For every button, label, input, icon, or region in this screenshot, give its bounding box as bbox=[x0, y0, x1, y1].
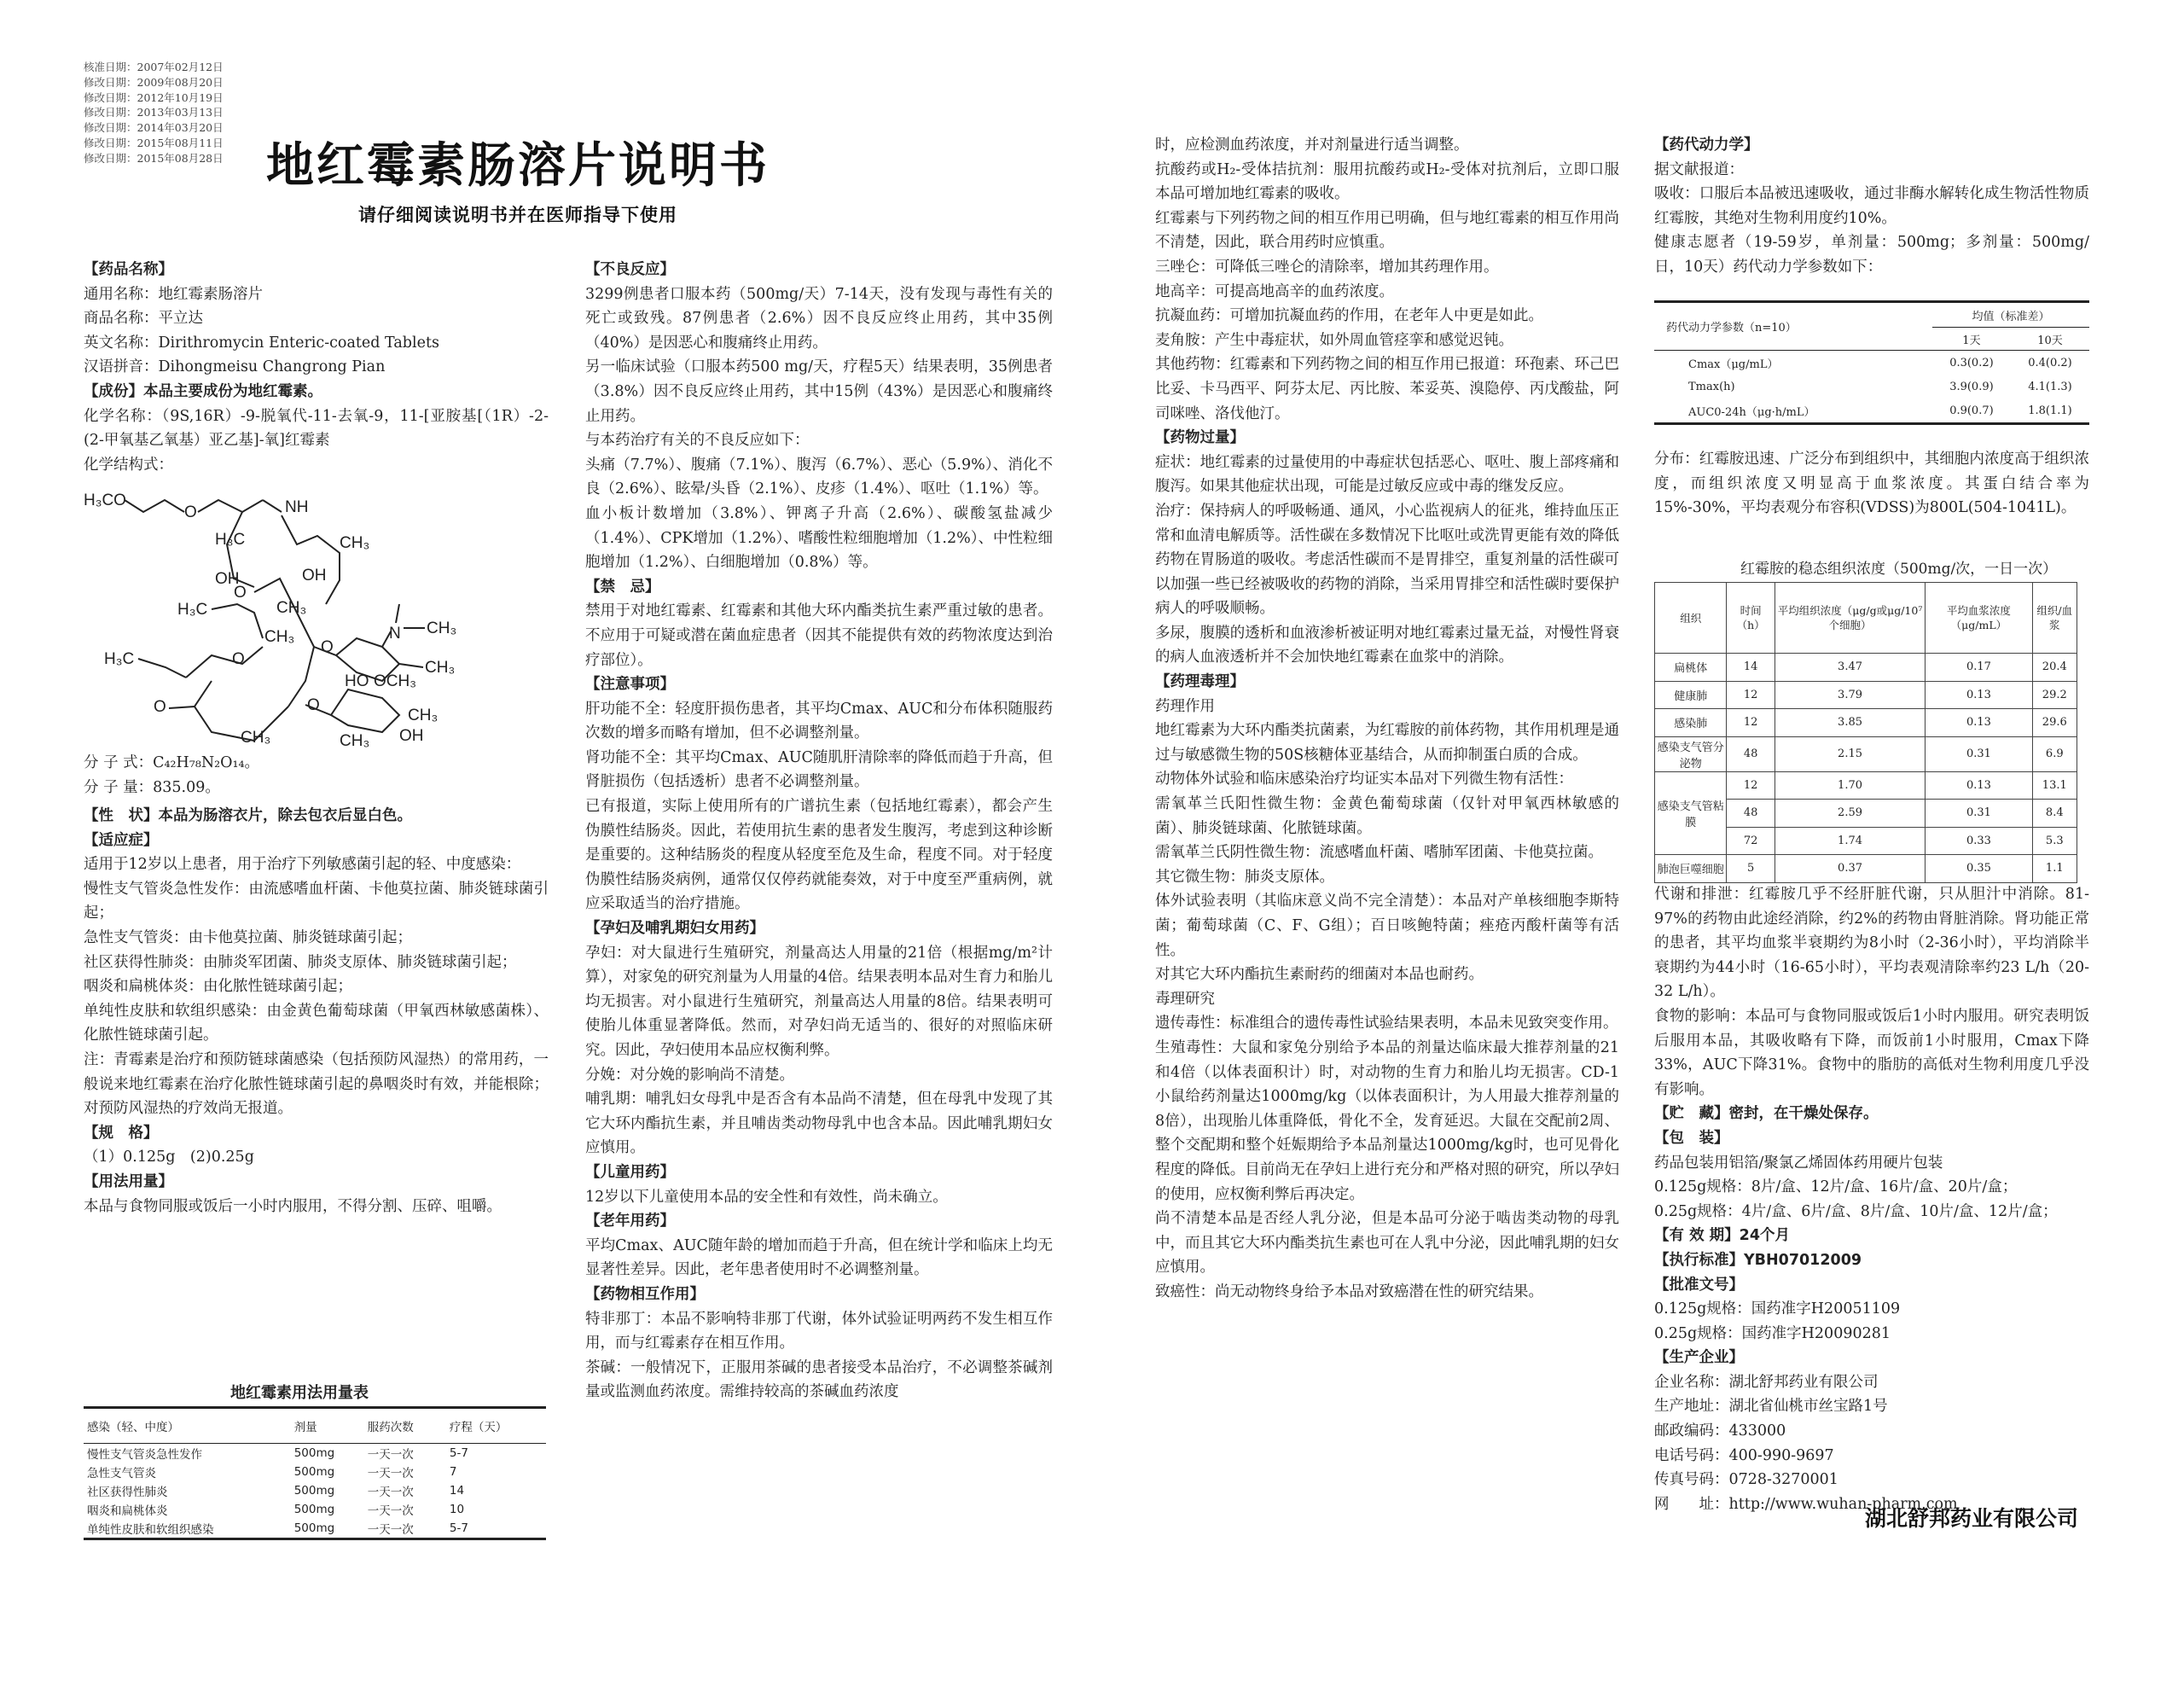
tissue-table-cell: 5 bbox=[1727, 855, 1774, 883]
table-row bbox=[1655, 855, 2077, 883]
tissue-table-cell: 0.37 bbox=[1774, 855, 1926, 883]
document-subtitle: 请仔细阅读说明书并在医师指导下使用 bbox=[358, 205, 677, 225]
tissue-table-cell: 0.13 bbox=[1926, 709, 2032, 737]
svg-text:OCH₃: OCH₃ bbox=[374, 672, 416, 690]
section-heading: 【药品名称】 bbox=[84, 261, 173, 278]
svg-text:CH₃: CH₃ bbox=[425, 659, 456, 677]
dose-table-cell: 单纯性皮肤和软组织感染 bbox=[84, 1519, 291, 1539]
tissue-table-cell: 29.6 bbox=[2032, 709, 2077, 737]
svg-text:OH: OH bbox=[302, 567, 327, 585]
tissue-table-cell: 3.85 bbox=[1774, 709, 1926, 737]
paragraph: 汉语拼音：Dihongmeisu Changrong Pian bbox=[84, 358, 386, 376]
table-row bbox=[1654, 351, 2089, 375]
paragraph: 代谢和排泄：红霉胺几乎不经肝脏代谢，只从胆汁中消除。81-97%的药物由此途经消除，约2%的药物由肾脏消除。肾功能正常的患者，其平均血浆半衰期约为8小时（2-36小时），平均消除半衰期约为44小时（16-65小时），平均表观清除率约23 L/h（20-32 L/h）。 bbox=[1654, 886, 2089, 1001]
tissue-table-cell: 2.15 bbox=[1774, 736, 1926, 771]
paragraph: 抗酸药或H₂-受体拮抗剂：服用抗酸药或H₂-受体对抗剂后，立即口服本品可增加地红霉素的吸收。 bbox=[1155, 160, 1619, 203]
table-row bbox=[84, 1481, 546, 1500]
revision-date: 核准日期：2007年02月12日 bbox=[84, 61, 224, 73]
tissue-table-cell: 0.13 bbox=[1926, 681, 2032, 709]
paragraph: 对其它大环内酯抗生素耐药的细菌对本品也耐药。 bbox=[1155, 966, 1484, 984]
tissue-table-cell: 1.74 bbox=[1774, 827, 1926, 855]
tissue-table-cell: 3.79 bbox=[1774, 681, 1926, 709]
paragraph: 孕妇：对大鼠进行生殖研究，剂量高达人用量的21倍（根据mg/m²计算），对家兔的研究剂量为人用量的4倍。结果表明本品对生育力和胎儿均无损害。对小鼠进行生殖研究，剂量高达人用量的8倍。结果表明可使胎儿体重显著降低。然而，对孕妇尚无适当的、很好的对照临床研究。因此，孕妇使用本品应权衡利弊。 bbox=[585, 944, 1053, 1059]
pharmacokinetic-table bbox=[1654, 300, 2089, 425]
paragraph: 药理作用 bbox=[1155, 697, 1215, 715]
tissue-table-cell: 12 bbox=[1727, 681, 1774, 709]
revision-date: 修改日期：2013年03月13日 bbox=[84, 106, 224, 119]
paragraph: 地红霉素为大环内酯类抗菌素，为红霉胺的前体药物，其作用机理是通过与敏感微生物的50S核糖体亚基结合，从而抑制蛋白质的合成。 bbox=[1155, 722, 1619, 764]
column-3 bbox=[1155, 133, 1619, 1305]
paragraph: 禁用于对地红霉素、红霉素和其他大环内酯类抗生素严重过敏的患者。不应用于可疑或潜在菌血症患者（因其不能提供有效的药物浓度达到治疗部位）。 bbox=[585, 602, 1053, 669]
tissue-concentration-table bbox=[1654, 582, 2077, 883]
paragraph: 0.25g规格：4片/盒、6片/盒、8片/盒、10片/盒、12片/盒； bbox=[1654, 1202, 2058, 1220]
tissue-table-header: 组织/血浆 bbox=[2032, 583, 2077, 654]
paragraph: 慢性支气管炎急性发作：由流感嗜血杆菌、卡他莫拉菌、肺炎链球菌引起； bbox=[84, 880, 549, 922]
formula-line: 分 子 式：C₄₂H₇₈N₂O₁₄。 bbox=[84, 754, 260, 771]
tissue-table-header: 组织 bbox=[1655, 583, 1727, 654]
dose-table-cell: 一天一次 bbox=[364, 1519, 446, 1539]
table-row bbox=[84, 1519, 546, 1539]
svg-text:OH: OH bbox=[215, 570, 240, 588]
tissue-table-cell: 感染肺 bbox=[1655, 709, 1727, 737]
tissue-table-cell: 0.13 bbox=[1926, 771, 2032, 800]
pk-table-cell: 1.8(1.1) bbox=[2011, 398, 2089, 424]
section-heading: 【老年用药】 bbox=[585, 1213, 675, 1230]
paragraph: 平均Cmax、AUC随年龄的增加而趋于升高，但在统计学和临床上均无显著性差异。因此，老年患者使用时不必调整剂量。 bbox=[585, 1236, 1053, 1279]
svg-text:O: O bbox=[321, 638, 334, 656]
paragraph: 治疗：保持病人的呼吸畅通、通风，小心监视病人的征兆，维持血压正常和血清电解质等。活性碳在多数情况下比呕吐或洗胃更能有效的降低药物在胃肠道的吸收。考虑活性碳而不是胃排空，重复剂量的活性碳可以加强一些已经被吸收的药物的消除，当采用胃排空和活性碳时要保护病人的呼吸顺畅。 bbox=[1155, 502, 1619, 618]
section-heading: 【批准文号】 bbox=[1654, 1276, 1744, 1294]
revision-date: 修改日期：2014年03月20日 bbox=[84, 121, 224, 135]
pk-table-cell: Tmax(h) bbox=[1688, 380, 1735, 393]
section-heading: 【注意事项】 bbox=[585, 676, 675, 694]
paragraph: 红霉素与下列药物之间的相互作用已明确，但与地红霉素的相互作用尚不清楚，因此，联合用药时应慎重。 bbox=[1155, 209, 1619, 252]
column-1-body bbox=[84, 804, 549, 1219]
section-heading: 【生产企业】 bbox=[1654, 1349, 1744, 1367]
svg-text:CH₃: CH₃ bbox=[340, 534, 370, 552]
paragraph: 遗传毒性：标准组合的遗传毒性试验结果表明，本品未见致突变作用。 bbox=[1155, 1015, 1618, 1032]
pk-param-header: 药代动力学参数（n=10） bbox=[1654, 302, 1932, 351]
tissue-table-title: 红霉胺的稳态组织浓度（500mg/次，一日一次） bbox=[1740, 561, 2058, 578]
tissue-table-cell: 14 bbox=[1727, 654, 1774, 682]
paragraph: 本品与食物同服或饭后一小时内服用，不得分割、压碎、咀嚼。 bbox=[84, 1197, 502, 1215]
section-heading: 【儿童用药】 bbox=[585, 1163, 675, 1181]
paragraph: 商品名称：平立达 bbox=[84, 310, 203, 328]
section-heading: 【禁 忌】 bbox=[585, 578, 660, 596]
dose-table-header: 疗程（天） bbox=[446, 1408, 546, 1444]
section-heading: 【药物相互作用】 bbox=[585, 1285, 705, 1303]
tissue-table-cell: 0.35 bbox=[1926, 855, 2032, 883]
svg-text:NH: NH bbox=[285, 498, 309, 516]
paragraph: 0.125g规格：国药准字H20051109 bbox=[1654, 1300, 1901, 1318]
dose-table-header: 服药次数 bbox=[364, 1408, 446, 1444]
svg-text:H₃C: H₃C bbox=[215, 531, 246, 549]
paragraph: 特非那丁：本品不影响特非那丁代谢，体外试验证明两药不发生相互作用，而与红霉素存在相互作用。 bbox=[585, 1310, 1053, 1352]
tissue-table-cell: 2.59 bbox=[1774, 800, 1926, 828]
pk-table-cell: 0.9(0.7) bbox=[1932, 398, 2011, 424]
dose-table-cell: 500mg bbox=[291, 1519, 364, 1539]
paragraph: 分布：红霉胺迅速、广泛分布到组织中，其细胞内浓度高于组织浓度，而组织浓度又明显高于血浆浓度。其蛋白结合率为15%-30%，平均表观分布容积(VDSS)为800L(504-1041L)。 bbox=[1654, 451, 2089, 517]
tissue-table-cell: 健康肺 bbox=[1655, 681, 1727, 709]
svg-text:OH: OH bbox=[399, 727, 424, 745]
table-row bbox=[1655, 654, 2077, 682]
paragraph: 地高辛：可提高地高辛的血药浓度。 bbox=[1155, 282, 1394, 300]
tissue-table-cell: 肺泡巨噬细胞 bbox=[1655, 855, 1727, 883]
svg-text:N: N bbox=[389, 625, 401, 643]
paragraph: 已有报道，实际上使用所有的广谱抗生素（包括地红霉素），都会产生伪膜性结肠炎。因此，若使用抗生素的患者发生腹泻，考虑到这种诊断是重要的。这种结肠炎的程度从轻度至危及生命，程度不同。对于轻度伪膜性结肠炎病例，通常仅仅停药就能奏效，对于中度至严重病例，就应采取适当的治疗措施。 bbox=[585, 798, 1053, 913]
pk-table-cell: 0.4(0.2) bbox=[2028, 356, 2072, 369]
dose-table-cell: 14 bbox=[449, 1484, 465, 1498]
dose-table-cell: 急性支气管炎 bbox=[87, 1467, 156, 1480]
tissue-table-cell: 12 bbox=[1727, 709, 1774, 737]
column-4-distribution bbox=[1654, 447, 2089, 521]
pk-table-cell: AUC0-24h（μg·h/mL） bbox=[1654, 398, 1932, 424]
revision-dates bbox=[84, 60, 224, 166]
section-heading: 【贮 藏】密封，在干燥处保存。 bbox=[1654, 1105, 1879, 1123]
paragraph: 单纯性皮肤和软组织感染：由金黄色葡萄球菌（甲氧西林敏感菌株）、化脓性链球菌引起。 bbox=[84, 1002, 549, 1044]
tissue-table-cell: 48 bbox=[1727, 800, 1774, 828]
paragraph: 其它微生物：肺炎支原体。 bbox=[1155, 868, 1334, 886]
dose-table-header: 剂量 bbox=[291, 1408, 364, 1444]
svg-text:O: O bbox=[232, 650, 245, 668]
paragraph: 茶碱：一般情况下，正服用茶碱的患者接受本品治疗，不必调整茶碱剂量或监测血药浓度。需维持较高的茶碱血药浓度 bbox=[585, 1358, 1053, 1401]
pk-group-header: 均值（标准差） bbox=[1932, 302, 2089, 328]
column-4-bottom bbox=[1654, 882, 2089, 1516]
paragraph: 头痛（7.7%）、腹痛（7.1%）、腹泻（6.7%）、恶心（5.9%）、消化不良（2.6%）、眩晕/头昏（2.1%）、皮疹（1.4%）、呕吐（1.1%）等。 bbox=[585, 456, 1053, 498]
paragraph: 致癌性：尚无动物终身给予本品对致癌潜在性的研究结果。 bbox=[1155, 1283, 1543, 1300]
section-heading: 【用法用量】 bbox=[84, 1172, 173, 1190]
paragraph: 注：青霉素是治疗和预防链球菌感染（包括预防风湿热）的常用药，一般说来地红霉素在治疗化脓性链球菌引起的鼻咽炎时有效，并能根除；对预防风湿热的疗效尚无报道。 bbox=[84, 1050, 549, 1118]
table-row bbox=[1654, 375, 2089, 398]
paragraph: 适用于12岁以上患者，用于治疗下列敏感菌引起的轻、中度感染： bbox=[84, 856, 521, 874]
molecular-formula-block bbox=[84, 751, 259, 800]
paragraph: 肝功能不全：轻度肝损伤患者，其平均Cmax、AUC和分布体积随服药次数的增多而略有增加，但不必调整剂量。 bbox=[585, 700, 1053, 742]
tissue-table-cell: 0.31 bbox=[1926, 736, 2032, 771]
svg-text:CH₃: CH₃ bbox=[276, 599, 307, 617]
tissue-table-cell: 72 bbox=[1727, 827, 1774, 855]
paragraph: 毒理研究 bbox=[1155, 990, 1215, 1008]
tissue-table-cell: 12 bbox=[1727, 771, 1774, 800]
dose-table-cell: 500mg bbox=[293, 1503, 335, 1516]
dose-table-cell: 5-7 bbox=[449, 1446, 468, 1460]
section-heading: 【药理毒理】 bbox=[1155, 673, 1245, 691]
revision-date: 修改日期：2015年08月28日 bbox=[84, 151, 224, 165]
dose-table-cell: 一天一次 bbox=[367, 1448, 414, 1462]
tissue-table-cell: 0.31 bbox=[1926, 800, 2032, 828]
tissue-table-header: 平均血浆浓度（μg/mL） bbox=[1926, 583, 2032, 654]
paragraph: 社区获得性肺炎：由肺炎军团菌、肺炎支原体、肺炎链球菌引起； bbox=[84, 953, 517, 971]
paragraph: 0.25g规格：国药准字H20090281 bbox=[1654, 1324, 1891, 1342]
svg-text:CH₃: CH₃ bbox=[427, 619, 457, 637]
paragraph: 需氧革兰氏阴性微生物：流感嗜血杆菌、嗜肺军团菌、卡他莫拉菌。 bbox=[1155, 844, 1603, 862]
paragraph: 通用名称：地红霉素肠溶片 bbox=[84, 285, 263, 303]
pk-day-header: 10天 bbox=[2011, 328, 2089, 351]
dose-table-cell: 社区获得性肺炎 bbox=[87, 1486, 168, 1499]
company-footer: 湖北舒邦药业有限公司 bbox=[1865, 1506, 2079, 1531]
dose-table bbox=[84, 1406, 546, 1540]
tissue-table-cell: 扁桃体 bbox=[1655, 654, 1727, 682]
dose-table-cell: 5-7 bbox=[446, 1519, 546, 1539]
svg-text:CH₃: CH₃ bbox=[408, 707, 439, 724]
svg-text:H₃CO: H₃CO bbox=[84, 492, 126, 509]
tissue-table-cell: 20.4 bbox=[2032, 654, 2077, 682]
section-heading: 【药物过量】 bbox=[1155, 429, 1245, 447]
table-row bbox=[84, 1500, 546, 1519]
column-4-top bbox=[1654, 133, 2089, 280]
svg-text:O: O bbox=[234, 584, 247, 602]
paragraph: 传真号码：0728-3270001 bbox=[1654, 1471, 1838, 1489]
tissue-table-cell: 29.2 bbox=[2032, 681, 2077, 709]
paragraph: 英文名称：Dirithromycin Enteric-coated Tablets bbox=[84, 334, 439, 352]
column-2 bbox=[585, 258, 1053, 1405]
section-heading: 【孕妇及哺乳期妇女用药】 bbox=[585, 920, 764, 938]
section-heading: 【执行标准】YBH07012009 bbox=[1654, 1251, 1862, 1269]
revision-date: 修改日期：2015年08月11日 bbox=[84, 136, 224, 149]
paragraph: 企业名称：湖北舒邦药业有限公司 bbox=[1654, 1373, 1879, 1391]
svg-text:CH₃: CH₃ bbox=[340, 732, 370, 749]
paragraph: 哺乳期：哺乳妇女母乳中是否含有本品尚不清楚，但在母乳中发现了其它大环内酯抗生素，并且哺齿类动物母乳中也含本品。因此哺乳期妇女应慎用。 bbox=[585, 1091, 1053, 1157]
dose-table-cell: 500mg bbox=[293, 1484, 335, 1498]
section-heading: 【有 效 期】24个月 bbox=[1654, 1227, 1791, 1245]
paragraph: 电话号码：400-990-9697 bbox=[1654, 1446, 1834, 1464]
tissue-table-cell: 3.47 bbox=[1774, 654, 1926, 682]
tissue-table-cell: 0.33 bbox=[1926, 827, 2032, 855]
paragraph: 动物体外试验和临床感染治疗均证实本品对下列微生物有活性： bbox=[1155, 771, 1573, 788]
paragraph: 与本药治疗有关的不良反应如下： bbox=[585, 432, 810, 450]
revision-date: 修改日期：2012年10月19日 bbox=[84, 90, 224, 104]
section-heading: 【包 装】 bbox=[1654, 1129, 1729, 1147]
dose-table-cell: 慢性支气管炎急性发作 bbox=[87, 1448, 202, 1462]
pk-day-header: 1天 bbox=[1932, 328, 2011, 351]
section-heading: 【适应症】 bbox=[84, 831, 159, 849]
paragraph: 化学结构式： bbox=[84, 456, 173, 474]
paragraph: 肾功能不全：其平均Cmax、AUC随肌肝清除率的降低而趋于升高，但肾脏损伤（包括透析）患者不必调整剂量。 bbox=[585, 748, 1053, 791]
dose-table-title: 地红霉素用法用量表 bbox=[230, 1384, 369, 1402]
paragraph: 食物的影响：本品可与食物同服或饭后1小时内服用。研究表明饭后服用本品，其吸收略有下降，而饭前1小时服用，Cmax下降33%，AUC下降31%。食物中的脂肪的高低对生物利用度几乎没有影响。 bbox=[1654, 1007, 2089, 1098]
tissue-table-cell: 1.70 bbox=[1774, 771, 1926, 800]
pk-table-cell: Cmax（μg/mL） bbox=[1688, 358, 1779, 371]
paragraph: 吸收：口服后本品被迅速吸收，通过非酶水解转化成生物活性物质红霉胺，其绝对生物利用度约10%。 bbox=[1654, 185, 2089, 227]
pk-table-cell: 0.3(0.2) bbox=[1949, 356, 1994, 369]
pk-table-cell: 4.1(1.3) bbox=[2028, 380, 2072, 393]
paragraph: 生殖毒性：大鼠和家兔分别给予本品的剂量达临床最大推荐剂量的21和4倍（以体表面积计）时，对动物的生育力和胎儿均无损害。CD-1小鼠给药剂量达1000mg/kg（以体表面积计，为人用最大推荐剂量的8倍），出现胎儿体重降低，骨化不全，发育延迟。大鼠在交配前2周、整个交配期和整个妊娠期给予本品剂量达1000mg/kg时，也可见骨化程度的降低。目前尚无在孕妇上进行充分和严格对照的研究，所以孕妇的使用，应权衡利弊后再决定。 bbox=[1155, 1038, 1619, 1203]
paragraph: 12岁以下儿童使用本品的安全性和有效性，尚未确立。 bbox=[585, 1188, 948, 1206]
paragraph: 尚不清楚本品是否经人乳分泌，但是本品可分泌于啮齿类动物的母乳中，而且其它大环内酯类抗生素也可在人乳中分泌，因此哺乳期的妇女应慎用。 bbox=[1155, 1210, 1619, 1277]
tissue-table-cell: 6.9 bbox=[2032, 736, 2077, 771]
table-row bbox=[1655, 709, 2077, 737]
tissue-table-cell: 5.3 bbox=[2032, 827, 2077, 855]
dose-table-cell: 一天一次 bbox=[367, 1504, 414, 1518]
dose-table-cell: 500mg bbox=[293, 1446, 335, 1460]
paragraph: 化学名称：（9S,16R）-9-脱氧代-11-去氧-9，11-[亚胺基[（1R）-2-(2-甲氧基乙氧基）亚乙基]-氧]红霉素 bbox=[84, 407, 549, 450]
paragraph: 另一临床试验（口服本药500 mg/天，疗程5天）结果表明，35例患者（3.8%）因不良反应终止用药，其中15例（43%）是因恶心和腹痛终止用药。 bbox=[585, 358, 1053, 425]
paragraph: 麦角胺：产生中毒症状，如外周血管痉挛和感觉迟钝。 bbox=[1155, 331, 1513, 349]
revision-date: 修改日期：2009年08月20日 bbox=[84, 75, 224, 89]
tissue-table-cell: 0.17 bbox=[1926, 654, 2032, 682]
paragraph: 网 址：http://www.wuhan-pharm.com bbox=[1654, 1495, 1958, 1513]
paragraph: 急性支气管炎：由卡他莫拉菌、肺炎链球菌引起； bbox=[84, 928, 412, 946]
paragraph: 血小板计数增加（3.8%）、钾离子升高（2.6%）、碳酸氢盐减少（1.4%）、CPK增加（1.2%）、嗜酸性粒细胞增加（1.2%）、中性粒细胞增加（1.2%）、白细胞增加（0.8%）等。 bbox=[585, 504, 1053, 572]
svg-text:O: O bbox=[307, 696, 320, 714]
tissue-table-cell: 1.1 bbox=[2032, 855, 2077, 883]
tissue-table-cell: 感染支气管粘膜 bbox=[1655, 771, 1727, 855]
paragraph: 药品包装用铝箔/聚氯乙烯固体药用硬片包装 bbox=[1654, 1154, 1943, 1172]
svg-text:O: O bbox=[154, 698, 166, 716]
section-heading: 【性 状】本品为肠溶衣片，除去包衣后显白色。 bbox=[84, 807, 412, 824]
paragraph: 症状：地红霉素的过量使用的中毒症状包括恶心、呕吐、腹上部疼痛和腹泻。如果其他症状出现，可能是过敏反应或中毒的继发反应。 bbox=[1155, 453, 1619, 496]
paragraph: 咽炎和扁桃体炎：由化脓性链球菌引起； bbox=[84, 978, 352, 996]
dose-table-cell: 500mg bbox=[293, 1465, 335, 1479]
chemical-structure-diagram bbox=[84, 485, 544, 749]
pk-table-cell: 3.9(0.9) bbox=[1949, 380, 1994, 393]
svg-text:CH₃: CH₃ bbox=[264, 628, 295, 646]
paragraph: 其他药物：红霉素和下列药物之间的相互作用已报道：环孢素、环己巴比妥、卡马西平、阿芬太尼、丙比胺、苯妥英、溴隐停、丙戊酸盐，阿司咪唑、洛伐他汀。 bbox=[1155, 356, 1619, 422]
dose-table-header: 感染（轻、中度） bbox=[84, 1408, 291, 1444]
table-row bbox=[84, 1463, 546, 1481]
section-heading: 【规 格】 bbox=[84, 1124, 159, 1142]
paragraph: 三唑仑：可降低三唑仑的清除率，增加其药理作用。 bbox=[1155, 258, 1499, 276]
dose-table-cell: 10 bbox=[449, 1503, 465, 1516]
paragraph: 抗凝血药：可增加抗凝血药的作用，在老年人中更是如此。 bbox=[1155, 307, 1543, 325]
paragraph: 0.125g规格：8片/盒、12片/盒、16片/盒、20片/盒； bbox=[1654, 1178, 2018, 1196]
table-row bbox=[1654, 398, 2089, 424]
section-heading: 【药代动力学】 bbox=[1654, 137, 1759, 154]
column-1-top bbox=[84, 258, 549, 477]
svg-text:HO: HO bbox=[345, 672, 369, 690]
svg-text:H₃C: H₃C bbox=[104, 650, 135, 668]
section-heading: 【成份】本品主要成份为地红霉素。 bbox=[84, 382, 322, 400]
svg-text:CH₃: CH₃ bbox=[241, 729, 271, 747]
paragraph: 体外试验表明（其临床意义尚不完全清楚）：本品对产单核细胞李斯特菌；葡萄球菌（C、F、G组）；百日咳鲍特菌；痤疮丙酸杆菌等有活性。 bbox=[1155, 893, 1619, 959]
table-row bbox=[1655, 681, 2077, 709]
paragraph: 需氧革兰氏阳性微生物：金黄色葡萄球菌（仅针对甲氧西林敏感的菌）、肺炎链球菌、化脓链球菌。 bbox=[1155, 795, 1619, 837]
tissue-table-header: 时间（h） bbox=[1727, 583, 1774, 654]
formula-line: 分 子 量：835.09。 bbox=[84, 778, 220, 796]
paragraph: 多尿，腹膜的透析和血液渗析被证明对地红霉素过量无益，对慢性肾衰的病人血液透析并不会加快地红霉素在血浆中的消除。 bbox=[1155, 624, 1619, 666]
dose-table-cell: 一天一次 bbox=[367, 1467, 414, 1480]
paragraph: 分娩：对分娩的影响尚不清楚。 bbox=[585, 1066, 794, 1084]
dose-table-cell: 7 bbox=[449, 1465, 457, 1479]
paragraph: 3299例患者口服本药（500mg/天）7-14天，没有发现与毒性有关的死亡或致残。87例患者（2.6%）因不良反应终止用药，其中35例（40%）是因恶心和腹痛终止用药。 bbox=[585, 285, 1053, 352]
dose-table-cell: 一天一次 bbox=[367, 1486, 414, 1499]
table-row bbox=[84, 1444, 546, 1463]
dose-table-cell: 咽炎和扁桃体炎 bbox=[87, 1504, 168, 1518]
tissue-table-header: 平均组织浓度（μg/g或μg/10⁷个细胞） bbox=[1774, 583, 1926, 654]
section-heading: 【不良反应】 bbox=[585, 261, 675, 278]
paragraph: 健康志愿者（19-59岁，单剂量：500mg；多剂量：500mg/日，10天）药代动力学参数如下： bbox=[1654, 234, 2089, 276]
paragraph: 时，应检测血药浓度，并对剂量进行适当调整。 bbox=[1155, 137, 1469, 154]
document-title: 地红霉素肠溶片说明书 bbox=[266, 138, 770, 194]
paragraph: 据文献报道： bbox=[1654, 160, 1744, 178]
svg-text:O: O bbox=[184, 503, 197, 521]
tissue-table-cell: 8.4 bbox=[2032, 800, 2077, 828]
table-row bbox=[1655, 736, 2077, 771]
tissue-table-cell: 感染支气管分泌物 bbox=[1655, 736, 1727, 771]
tissue-table-cell: 48 bbox=[1727, 736, 1774, 771]
paragraph: （1）0.125g (2)0.25g bbox=[84, 1149, 254, 1166]
tissue-table-cell: 13.1 bbox=[2032, 771, 2077, 800]
table-row bbox=[1655, 771, 2077, 800]
svg-text:H₃C: H₃C bbox=[177, 601, 208, 619]
paragraph: 邮政编码：433000 bbox=[1654, 1422, 1786, 1440]
paragraph: 生产地址：湖北省仙桃市丝宝路1号 bbox=[1654, 1398, 1888, 1416]
